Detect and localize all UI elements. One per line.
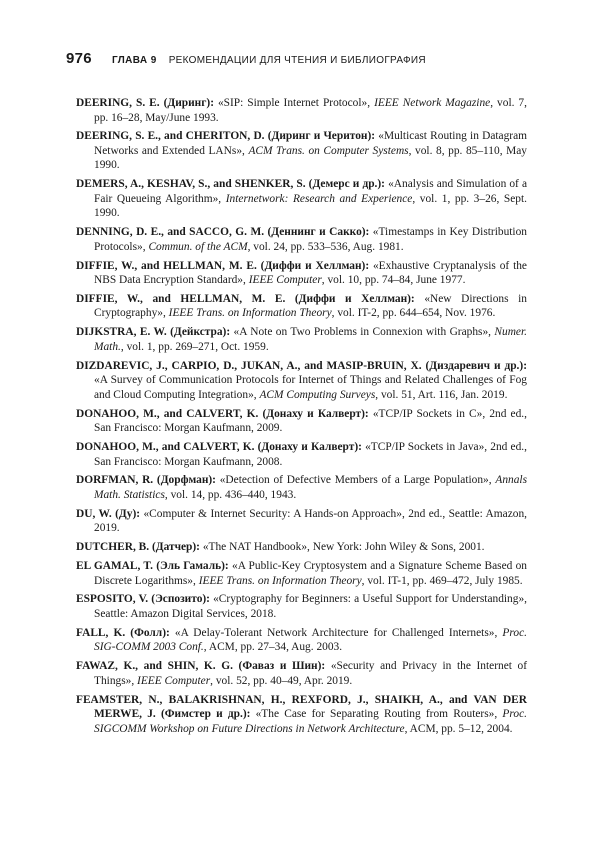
reference-authors: ESPOSITO, V. (Эспозито): bbox=[76, 593, 210, 606]
reference-details: , vol. IT-2, pp. 644–654, Nov. 1976. bbox=[331, 307, 496, 320]
reference-title: «Multicast Routing in Datagram Networks and Extended LANs», bbox=[94, 130, 527, 157]
reference-details: , ACM, pp. 27–34, Aug. 2003. bbox=[203, 641, 343, 654]
reference-authors: FALL, K. (Фолл): bbox=[76, 626, 170, 639]
reference-title: «Cryptography for Beginners: a Useful Support for Understanding», Seattle: Amazon Digital Services, 2018. bbox=[94, 593, 527, 620]
reference-entry bbox=[76, 292, 527, 321]
reference-entry bbox=[76, 225, 527, 254]
reference-title: «New Directions in Cryptography», bbox=[94, 292, 527, 320]
reference-authors: DEERING, S. E. (Диринг): bbox=[76, 97, 214, 109]
reference-details: , vol. 14, pp. 436–440, 1943. bbox=[164, 488, 297, 501]
reference-title: «TCP/IP Sockets in C», 2nd ed., San Francisco: Morgan Kaufmann, 2009. bbox=[94, 407, 528, 435]
page-header bbox=[66, 50, 560, 67]
reference-entry bbox=[76, 592, 527, 621]
reference-details: , vol. 52, pp. 40–49, Apr. 2019. bbox=[210, 674, 353, 687]
reference-authors: DORFMAN, R. (Дорфман): bbox=[76, 474, 216, 487]
reference-authors: DONAHOO, M., and CALVERT, K. (Донаху и Калверт): bbox=[76, 407, 369, 420]
reference-title: «A Survey of Communication Protocols for Internet of Things and Related Challenges of Fog and Cloud Computing Integration», bbox=[94, 374, 527, 401]
reference-title: «Computer & Internet Security: A Hands-on Approach», 2nd ed., Seattle: Amazon, 2019. bbox=[94, 507, 527, 535]
reference-entry bbox=[76, 626, 527, 655]
reference-title: «SIP: Simple Internet Protocol», bbox=[214, 97, 375, 109]
reference-entry bbox=[76, 440, 527, 469]
reference-authors: EL GAMAL, T. (Эль Гамаль): bbox=[76, 560, 229, 573]
reference-details: , vol. 1, pp. 3–26, Sept. 1990. bbox=[94, 192, 527, 220]
reference-title: «A Note on Two Problems in Connexion with Graphs», bbox=[230, 326, 495, 339]
reference-authors: DIFFIE, W., and HELLMAN, M. E. (Диффи и Хеллман): bbox=[76, 292, 415, 305]
reference-publication: ACM Computing Surveys bbox=[259, 388, 376, 401]
reference-authors: DIJKSTRA, E. W. (Дейкстра): bbox=[76, 326, 231, 339]
reference-title: «Security and Privacy in the Internet of Things», bbox=[94, 660, 528, 687]
reference-entry bbox=[76, 259, 527, 288]
reference-title: «Exhaustive Cryptanalysis of the NBS Data Encryption Standard», bbox=[94, 259, 527, 287]
reference-title: «The Case for Separating Routing from Routers», bbox=[250, 708, 503, 721]
reference-details: , vol. 7, pp. 16–28, May/June 1993. bbox=[94, 97, 527, 124]
reference-authors: DENNING, D. E., and SACCO, G. M. (Деннинг и Сакко): bbox=[76, 226, 370, 239]
reference-entry bbox=[76, 96, 527, 125]
reference-publication: ACM Trans. on Computer Systems bbox=[248, 144, 409, 157]
reference-title: «Detection of Defective Members of a Large Population», bbox=[215, 474, 496, 487]
reference-details: , ACM, pp. 5–12, 2004. bbox=[404, 722, 513, 735]
reference-authors: DEERING, S. E., and CHERITON, D. (Диринг и Черитон): bbox=[76, 130, 376, 143]
reference-entry bbox=[76, 507, 527, 536]
reference-title: «A Delay-Tolerant Network Architecture for Challenged Internets», bbox=[169, 626, 503, 639]
chapter-label: ГЛАВА 9 bbox=[111, 55, 157, 66]
reference-title: «Analysis and Simulation of a Fair Queueing Algorithm», bbox=[94, 178, 527, 205]
reference-title: «The NAT Handbook», New York: John Wiley & Sons, 2001. bbox=[199, 541, 485, 554]
reference-title: «Timestamps in Key Distribution Protocols», bbox=[94, 226, 527, 253]
reference-list bbox=[76, 96, 527, 741]
reference-entry bbox=[76, 177, 527, 221]
reference-details: , vol. 10, pp. 74–84, June 1977. bbox=[321, 274, 466, 287]
reference-entry bbox=[76, 659, 527, 688]
reference-authors: FEAMSTER, N., BALAKRISHNAN, H., REXFORD, J., SHAIKH, A., and VAN DER MERWE, J. (Фимстер и др.): bbox=[76, 693, 527, 721]
reference-authors: DUTCHER, B. (Датчер): bbox=[76, 541, 200, 554]
page-number: 976 bbox=[66, 50, 92, 67]
reference-publication: Annals Math. Statistics bbox=[94, 474, 528, 501]
reference-details: , vol. IT-1, pp. 469–472, July 1985. bbox=[361, 574, 523, 587]
reference-publication: IEEE Trans. on Information Theory bbox=[168, 307, 332, 320]
reference-publication: Numer. Math. bbox=[94, 326, 527, 353]
reference-details: , vol. 24, pp. 533–536, Aug. 1981. bbox=[247, 240, 404, 253]
reference-publication: IEEE Network Magazine bbox=[374, 97, 491, 109]
reference-entry bbox=[76, 559, 527, 588]
reference-publication: Proc. SIGCOMM Workshop on Future Directions in Network Architecture bbox=[94, 708, 527, 735]
reference-title: «TCP/IP Sockets in Java», 2nd ed., San Francisco: Morgan Kaufmann, 2008. bbox=[94, 441, 527, 468]
reference-publication: Internetwork: Research and Experience bbox=[225, 192, 413, 205]
reference-authors: DU, W. (Ду): bbox=[76, 507, 141, 520]
reference-publication: Commun. of the ACM bbox=[148, 240, 248, 253]
reference-details: , vol. 1, pp. 269–271, Oct. 1959. bbox=[120, 340, 269, 353]
reference-details: , vol. 8, pp. 85–110, May 1990. bbox=[94, 144, 527, 172]
reference-publication: IEEE Computer bbox=[137, 674, 211, 687]
chapter-title: РЕКОМЕНДАЦИИ ДЛЯ ЧТЕНИЯ И БИБЛИОГРАФИЯ bbox=[168, 55, 426, 66]
reference-authors: DIZDAREVIC, J., CARPIO, D., JUKAN, A., and MASIP-BRUIN, X. (Диздаревич и др.): bbox=[76, 359, 527, 372]
reference-authors: FAWAZ, K., and SHIN, K. G. (Фаваз и Шин): bbox=[76, 660, 326, 673]
reference-details: , vol. 51, Art. 116, Jan. 2019. bbox=[375, 388, 508, 401]
reference-title: «A Public-Key Cryptosystem and a Signature Scheme Based on Discrete Logarithms», bbox=[94, 560, 528, 587]
reference-entry bbox=[76, 407, 527, 436]
reference-authors: DEMERS, A., KESHAV, S., and SHENKER, S. (Демерс и др.): bbox=[76, 178, 385, 191]
reference-entry bbox=[76, 693, 527, 737]
reference-entry bbox=[76, 325, 527, 354]
reference-entry bbox=[76, 359, 527, 403]
reference-publication: Proc. SIG-COMM 2003 Conf. bbox=[94, 626, 527, 654]
reference-authors: DIFFIE, W., and HELLMAN, M. E. (Диффи и Хеллман): bbox=[76, 259, 370, 272]
reference-entry bbox=[76, 129, 527, 173]
reference-entry bbox=[76, 540, 527, 555]
reference-authors: DONAHOO, M., and CALVERT, K. (Донаху и Калверт): bbox=[76, 441, 362, 454]
reference-entry bbox=[76, 473, 527, 502]
reference-publication: IEEE Computer bbox=[248, 274, 322, 287]
reference-publication: IEEE Trans. on Information Theory bbox=[198, 574, 362, 587]
